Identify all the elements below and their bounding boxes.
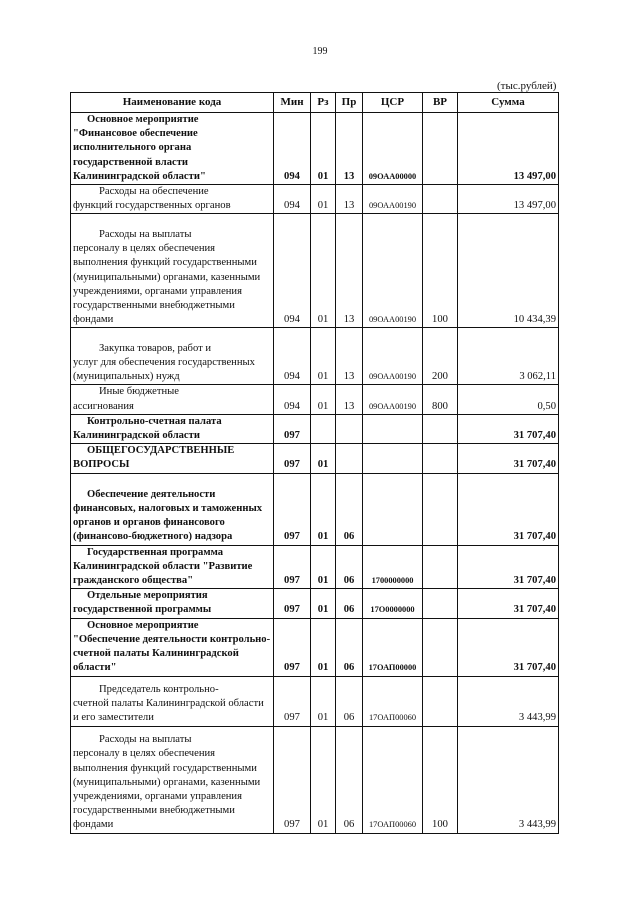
cell-csr: 09ОАА00190 (363, 214, 423, 328)
cell-name-rest: функций государственных органов (73, 200, 231, 212)
cell-csr: 09ОАА00190 (363, 385, 423, 414)
cell-name-first-line: Закупка товаров, работ и (99, 342, 212, 354)
table-row (71, 214, 559, 328)
cell-rz: 01 (311, 589, 336, 618)
table-row (71, 589, 559, 618)
cell-name-first-line: Расходы на выплаты (99, 229, 192, 240)
cell-vr: 200 (423, 328, 458, 385)
header-rz: Рз (311, 93, 336, 113)
cell-rz: 01 (311, 545, 336, 589)
table-row (71, 385, 559, 414)
cell-name (71, 113, 274, 185)
header-csr: ЦСР (363, 93, 423, 113)
cell-min: 097 (274, 414, 311, 443)
header-min: Мин (274, 93, 311, 113)
cell-rz: 01 (311, 618, 336, 676)
cell-sum: 31 707,40 (458, 414, 559, 443)
budget-table (70, 92, 559, 834)
cell-sum: 3 443,99 (458, 726, 559, 833)
cell-min: 094 (274, 214, 311, 328)
cell-pr: 06 (336, 726, 363, 833)
cell-sum: 3 443,99 (458, 676, 559, 726)
cell-name (71, 545, 274, 589)
unit-note: (тыс.рублей) (497, 80, 557, 92)
cell-pr: 13 (336, 214, 363, 328)
cell-min: 094 (274, 328, 311, 385)
cell-name (71, 676, 274, 726)
cell-vr (423, 185, 458, 214)
cell-sum: 3 062,11 (458, 328, 559, 385)
cell-pr: 06 (336, 545, 363, 589)
cell-rz: 01 (311, 473, 336, 545)
cell-name-first-line: Основное мероприятие (87, 114, 199, 125)
cell-name (71, 214, 274, 328)
cell-name (71, 385, 274, 414)
cell-pr: 13 (336, 328, 363, 385)
table-row (71, 328, 559, 385)
cell-min: 097 (274, 589, 311, 618)
cell-pr: 13 (336, 113, 363, 185)
cell-sum: 10 434,39 (458, 214, 559, 328)
cell-name-first-line: ОБЩЕГОСУДАРСТВЕННЫЕ (87, 445, 235, 457)
cell-vr (423, 618, 458, 676)
cell-vr (423, 113, 458, 185)
cell-vr: 800 (423, 385, 458, 414)
cell-rz: 01 (311, 214, 336, 328)
table-row (71, 473, 559, 545)
cell-name (71, 473, 274, 545)
cell-name-first-line: Расходы на выплаты (99, 734, 192, 746)
cell-vr (423, 545, 458, 589)
cell-pr: 13 (336, 385, 363, 414)
table-row (71, 185, 559, 214)
cell-pr: 06 (336, 618, 363, 676)
cell-vr (423, 473, 458, 545)
cell-vr (423, 676, 458, 726)
cell-name-rest: финансовых, налоговых и таможенных органов и органов финансового (финансово-бюджетного) надзора (73, 503, 263, 543)
cell-pr: 06 (336, 473, 363, 545)
cell-name (71, 726, 274, 833)
cell-name-first-line: Обеспечение деятельности (87, 488, 216, 500)
table-row (71, 444, 559, 473)
page-number: 199 (312, 46, 328, 57)
cell-name-rest: Калининградской области (73, 430, 200, 442)
cell-rz: 01 (311, 185, 336, 214)
cell-min: 094 (274, 185, 311, 214)
cell-name-first-line: Председатель контрольно- (99, 684, 219, 696)
cell-csr: 09ОАА00000 (363, 113, 423, 185)
table-row (71, 545, 559, 589)
cell-sum: 31 707,40 (458, 545, 559, 589)
cell-name (71, 589, 274, 618)
cell-name-first-line: Государственная программа (87, 546, 224, 558)
cell-csr: 09ОАА00190 (363, 185, 423, 214)
cell-min: 097 (274, 676, 311, 726)
cell-sum: 0,50 (458, 385, 559, 414)
cell-sum: 31 707,40 (458, 589, 559, 618)
cell-name-first-line: Расходы на обеспечение (99, 186, 209, 198)
table-row (71, 676, 559, 726)
cell-name-first-line: Основное мероприятие (87, 619, 199, 631)
cell-vr: 100 (423, 726, 458, 833)
table-row (71, 414, 559, 443)
cell-min: 097 (274, 618, 311, 676)
cell-name-rest: услуг для обеспечения государственных (муниципальных) нужд (73, 357, 255, 383)
cell-pr: 06 (336, 676, 363, 726)
cell-csr: 09ОАА00190 (363, 328, 423, 385)
cell-name-rest: персоналу в целях обеспечения выполнения функций государственными (муниципальными) органами, казенными учреждениями, органами управления государственными внебюджетными фондами (73, 748, 261, 831)
cell-rz: 01 (311, 113, 336, 185)
cell-vr: 100 (423, 214, 458, 328)
cell-rz: 01 (311, 726, 336, 833)
cell-csr: 17О0000000 (363, 589, 423, 618)
cell-csr (363, 444, 423, 473)
header-name: Наименование кода (71, 93, 274, 113)
header-sum: Сумма (458, 93, 559, 113)
cell-name (71, 185, 274, 214)
cell-rz (311, 414, 336, 443)
cell-name-rest: ассигнования (73, 400, 134, 412)
cell-name (71, 414, 274, 443)
cell-rz: 01 (311, 328, 336, 385)
cell-name-first-line: Иные бюджетные (99, 386, 179, 398)
cell-name-first-line: Контрольно-счетная палата (87, 415, 222, 427)
cell-name-first-line: Отдельные мероприятия (87, 590, 208, 602)
cell-min: 097 (274, 473, 311, 545)
cell-csr: 17ОАП00000 (363, 618, 423, 676)
cell-sum: 31 707,40 (458, 444, 559, 473)
table-row (71, 726, 559, 833)
cell-csr (363, 473, 423, 545)
cell-vr (423, 444, 458, 473)
header-pr: Пр (336, 93, 363, 113)
cell-pr: 13 (336, 185, 363, 214)
cell-min: 097 (274, 444, 311, 473)
table-header-row (71, 93, 559, 113)
cell-name (71, 618, 274, 676)
cell-name-rest: Калининградской области "Развитие гражданского общества" (73, 560, 253, 587)
cell-min: 094 (274, 385, 311, 414)
cell-name-rest: персоналу в целях обеспечения выполнения функций государственными (муниципальными) органами, казенными учреждениями, органами управления государственными внебюджетными фондами (73, 243, 261, 326)
cell-min: 097 (274, 726, 311, 833)
cell-rz: 01 (311, 676, 336, 726)
cell-sum: 31 707,40 (458, 473, 559, 545)
cell-sum: 31 707,40 (458, 618, 559, 676)
header-vr: ВР (423, 93, 458, 113)
cell-name-rest: счетной палаты Калининградской области и его заместители (73, 698, 264, 724)
cell-name-rest: "Финансовое обеспечение исполнительного органа государственной власти Калининградской области" (73, 128, 206, 182)
cell-name-rest: государственной программы (73, 604, 212, 616)
cell-name (71, 328, 274, 385)
table-row (71, 113, 559, 185)
cell-name-rest: ВОПРОСЫ (73, 459, 130, 471)
cell-pr: 06 (336, 589, 363, 618)
cell-pr (336, 414, 363, 443)
table-row (71, 618, 559, 676)
cell-name-rest: "Обеспечение деятельности контрольно-счетной палаты Калининградской области" (73, 634, 271, 674)
cell-rz: 01 (311, 444, 336, 473)
cell-min: 097 (274, 545, 311, 589)
cell-sum: 13 497,00 (458, 113, 559, 185)
cell-vr (423, 414, 458, 443)
cell-min: 094 (274, 113, 311, 185)
cell-pr (336, 444, 363, 473)
cell-vr (423, 589, 458, 618)
cell-sum: 13 497,00 (458, 185, 559, 214)
cell-rz: 01 (311, 385, 336, 414)
cell-csr: 17ОАП00060 (363, 676, 423, 726)
cell-name (71, 444, 274, 473)
cell-csr: 1700000000 (363, 545, 423, 589)
cell-csr (363, 414, 423, 443)
cell-csr: 17ОАП00060 (363, 726, 423, 833)
